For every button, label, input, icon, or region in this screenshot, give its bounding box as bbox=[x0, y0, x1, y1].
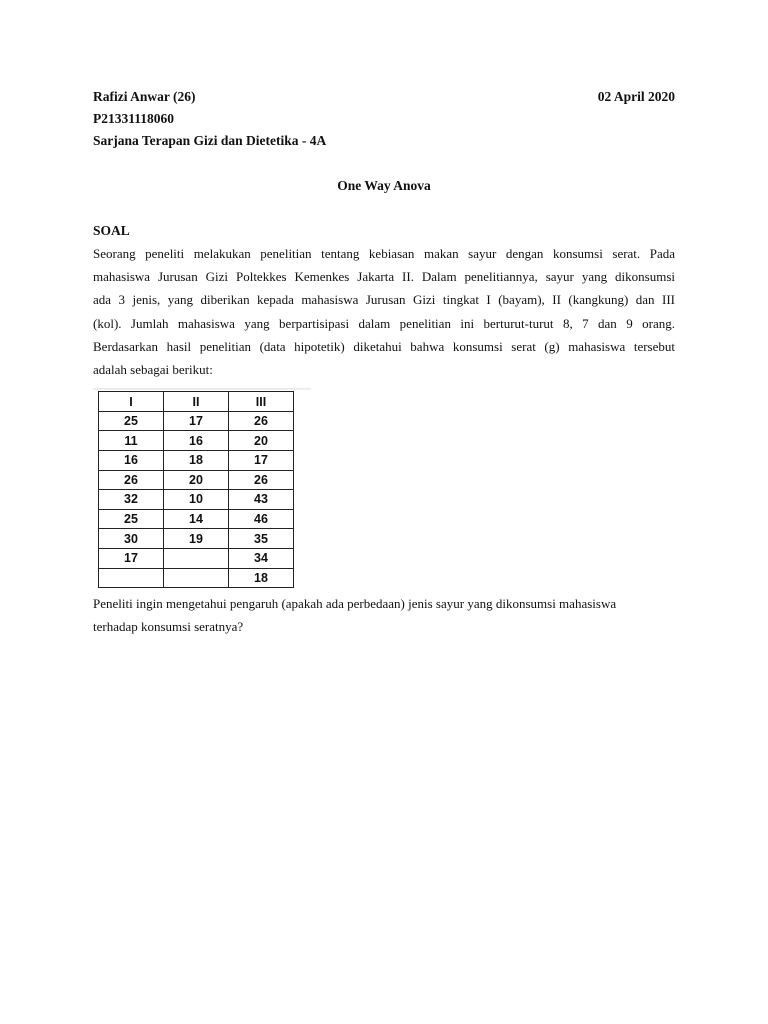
table-cell: 19 bbox=[164, 529, 229, 549]
table-row bbox=[99, 470, 294, 490]
table-row bbox=[99, 431, 294, 451]
document-title: One Way Anova bbox=[337, 178, 431, 193]
document-page bbox=[93, 86, 675, 639]
section-title: SOAL bbox=[93, 223, 130, 238]
table-image-edge bbox=[93, 388, 311, 390]
table-cell: 18 bbox=[229, 568, 294, 588]
table-cell: 26 bbox=[99, 470, 164, 490]
table-cell: 11 bbox=[99, 431, 164, 451]
table-cell bbox=[164, 568, 229, 588]
paragraph-line: ada 3 jenis, yang diberikan kepada mahasiswa Jurusan Gizi tingkat I (bayam), II (kangkung) dan III bbox=[93, 292, 675, 308]
table-cell: 16 bbox=[99, 451, 164, 471]
table-row bbox=[99, 490, 294, 510]
table-row bbox=[99, 509, 294, 529]
paragraph-line: adalah sebagai berikut: bbox=[93, 362, 213, 378]
table-cell: 20 bbox=[229, 431, 294, 451]
table-cell: 16 bbox=[164, 431, 229, 451]
table-cell: 26 bbox=[229, 470, 294, 490]
column-header: III bbox=[229, 392, 294, 412]
table-row bbox=[99, 529, 294, 549]
question-line: terhadap konsumsi seratnya? bbox=[93, 619, 244, 635]
document-date: 02 April 2020 bbox=[597, 89, 675, 104]
paragraph-line: (kol). Jumlah mahasiswa yang berpartisipasi dalam penelitian ini berturut-turut 8, 7 dan 9 orang. bbox=[93, 315, 675, 331]
table-cell: 43 bbox=[229, 490, 294, 510]
table-cell: 10 bbox=[164, 490, 229, 510]
table-row bbox=[99, 548, 294, 568]
table-cell: 34 bbox=[229, 548, 294, 568]
question-line: Peneliti ingin mengetahui pengaruh (apakah ada perbedaan) jenis sayur yang dikonsumsi mahasiswa bbox=[93, 596, 617, 612]
table-row bbox=[99, 568, 294, 588]
fiber-consumption-table bbox=[98, 391, 294, 588]
table-cell: 30 bbox=[99, 529, 164, 549]
problem-paragraph bbox=[93, 242, 675, 381]
table-header-row bbox=[99, 392, 294, 412]
table-row bbox=[99, 411, 294, 431]
header-row bbox=[93, 86, 675, 108]
table-cell: 25 bbox=[99, 509, 164, 529]
table-cell: 32 bbox=[99, 490, 164, 510]
table-cell: 17 bbox=[99, 548, 164, 568]
question-paragraph bbox=[93, 592, 675, 638]
table-cell: 17 bbox=[164, 411, 229, 431]
study-program: Sarjana Terapan Gizi dan Dietetika - 4A bbox=[93, 133, 327, 148]
paragraph-line: mahasiswa Jurusan Gizi Poltekkes Kemenkes Jakarta II. Dalam penelitiannya, sayur yang dikonsumsi bbox=[93, 269, 675, 285]
table-cell: 26 bbox=[229, 411, 294, 431]
table-cell: 46 bbox=[229, 509, 294, 529]
table-cell: 20 bbox=[164, 470, 229, 490]
table-cell bbox=[99, 568, 164, 588]
table-cell: 35 bbox=[229, 529, 294, 549]
data-table-image bbox=[93, 391, 311, 588]
student-id: P21331118060 bbox=[93, 111, 175, 126]
paragraph-line: Berdasarkan hasil penelitian (data hipotetik) diketahui bahwa konsumsi serat (g) mahasiswa tersebut bbox=[93, 338, 675, 354]
student-name: Rafizi Anwar (26) bbox=[93, 89, 196, 104]
table-cell: 17 bbox=[229, 451, 294, 471]
table-cell: 14 bbox=[164, 509, 229, 529]
table-row bbox=[99, 451, 294, 471]
paragraph-line: Seorang peneliti melakukan penelitian tentang kebiasan makan sayur dengan konsumsi serat. Pada bbox=[93, 246, 675, 261]
table-cell: 25 bbox=[99, 411, 164, 431]
column-header: I bbox=[99, 392, 164, 412]
table-cell: 18 bbox=[164, 451, 229, 471]
column-header: II bbox=[164, 392, 229, 412]
table-cell bbox=[164, 548, 229, 568]
